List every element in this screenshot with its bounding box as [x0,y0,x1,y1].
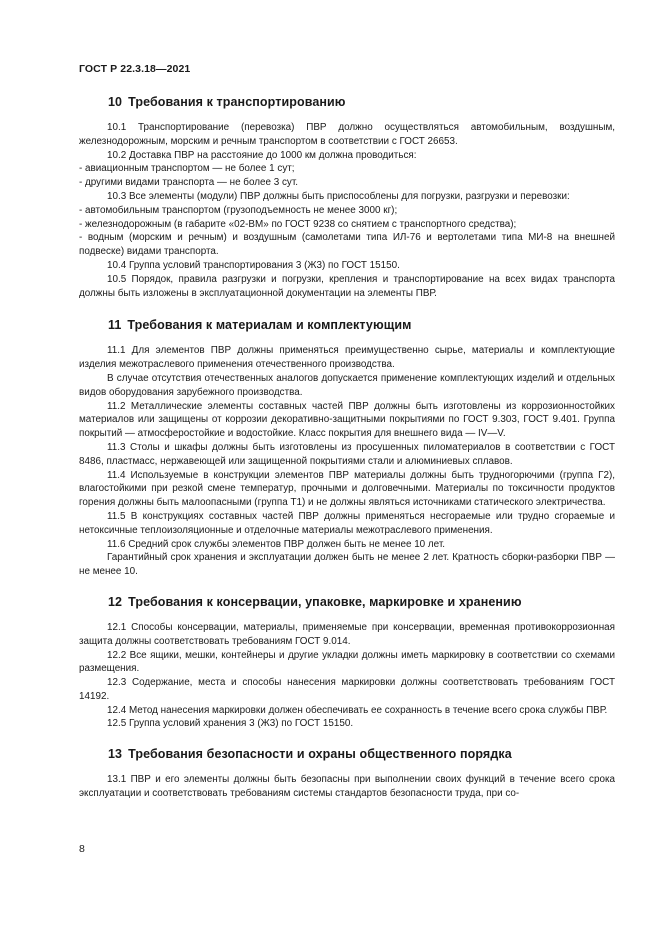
paragraph: 10.5 Порядок, правила разгрузки и погрузки, крепления и транспортирование на всех видах транспорта должны быть изложены в эксплуатационной документации на элементы ПВР. [79,273,615,299]
paragraph: 12.3 Содержание, места и способы нанесения маркировки должны соответствовать требованиям ГОСТ 14192. [79,677,615,702]
paragraph: 12.4 Метод нанесения маркировки должен обеспечивать ее сохранность в течение всего срока службы ПВР. [107,704,608,716]
section-title [108,594,615,610]
paragraph: - железнодорожным (в габарите «02-ВМ» по ГОСТ 9238 со снятием с транспортного средства); [79,218,517,230]
paragraph: - другими видами транспорта — не более 3 сут. [79,177,299,189]
paragraph: 12.5 Группа условий хранения 3 (Ж3) по ГОСТ 15150. [107,718,354,730]
section-11 [79,317,615,579]
paragraph: 13.1 ПВР и его элементы должны быть безопасны при выполнении своих функций в течение всего срока эксплуатации и соответствовать требованиям системы стандартов безопасности труда, при со- [79,774,615,800]
paragraph: 11.6 Средний срок службы элементов ПВР должен быть не менее 10 лет. [107,538,446,550]
paragraph: - авиационным транспортом — не более 1 сут; [79,163,295,175]
paragraph: 10.2 Доставка ПВР на расстояние до 1000 км должна проводиться: [107,149,417,161]
paragraph: - водным (морским и речным) и воздушным (самолетами типа ИЛ-76 и вертолетами типа МИ-8 на внешней подвеске) видами транспорта. [79,232,615,258]
paragraph: 10.4 Группа условий транспортирования 3 (Ж3) по ГОСТ 15150. [107,259,400,271]
paragraph: 11.4 Используемые в конструкции элементов ПВР материалы должны быть трудногорючими (группа Г2), влагостойкими при резкой смене температур, прочными и долговечными. Материалы по токсичности продуктов горения должны быть малоопасными (группа Т1) и не должны являться источниками статического электричества. [79,469,615,509]
paragraph: 11.5 В конструкциях составных частей ПВР должны применяться несгораемые или трудно сгораемые и нетоксичные теплоизоляционные и отделочные материалы межотраслевого применения. [79,510,615,536]
section-number: 13 [108,747,123,762]
section-10 [79,94,615,300]
paragraph: В случае отсутствия отечественных аналогов допускается применение комплектующих изделий и отдельных видов оборудования зарубежного производства. [79,372,615,398]
paragraph: 11.3 Столы и шкафы должны быть изготовлены из просушенных пиломатериалов в соответствии с ГОСТ 8486, пластмасс, нержавеющей или защищенной покрытиями стали и алюминиевых сплавов. [79,441,615,467]
paragraph: - автомобильным транспортом (грузоподъемность не менее 3000 кг); [79,204,398,216]
paragraph: 12.2 Все ящики, мешки, контейнеры и другие укладки должны иметь маркировку в соответствии со схемами размещения. [79,649,615,675]
paragraph: 11.1 Для элементов ПВР должны применяться преимущественно сырье, материалы и комплектующие изделия межотраслевого применения отечественного производства. [79,345,615,371]
section-title [108,94,615,110]
section-number: 10 [108,95,123,109]
section-title-text: Требования к консервации, упаковке, маркировке и хранению [128,594,522,609]
section-title-text: Требования к транспортированию [128,95,346,109]
section-13 [79,746,615,801]
paragraph: 10.1 Транспортирование (перевозка) ПВР должно осуществляться автомобильным, воздушным, железнодорожным, морским и речным транспортом в соответствии с ГОСТ 26653. [79,122,615,147]
paragraph: Гарантийный срок хранения и эксплуатации должен быть не менее 2 лет. Кратность сборки-разборки ПВР — не менее 10. [79,552,615,578]
paragraph: 11.2 Металлические элементы составных частей ПВР должны быть изготовлены из коррозионностойких материалов или защищены от коррозии декоративно-защитными покрытиями по ГОСТ 9.303, ГОСТ 9.401. Группа покрытий — атмосферостойкие и водостойкие. Класс покрытия для внешнего вида — IV—V. [79,400,615,440]
document-code-header: ГОСТ Р 22.3.18—2021 [79,63,191,75]
paragraph: 10.3 Все элементы (модули) ПВР должны быть приспособлены для погрузки, разгрузки и перевозки: [107,190,570,202]
section-title [108,317,615,333]
section-number: 11 [108,318,122,333]
section-title-text: Требования безопасности и охраны общественного порядка [128,747,512,762]
section-title-text: Требования к материалам и комплектующим [127,318,412,333]
section-number: 12 [108,594,123,609]
page-number: 8 [79,843,85,855]
section-12 [79,594,615,731]
paragraph: 12.1 Способы консервации, материалы, применяемые при консервации, временная противокоррозионная защита должны соответствовать требованиям ГОСТ 9.014. [79,621,615,647]
document-body [79,86,615,801]
section-title [108,746,615,762]
